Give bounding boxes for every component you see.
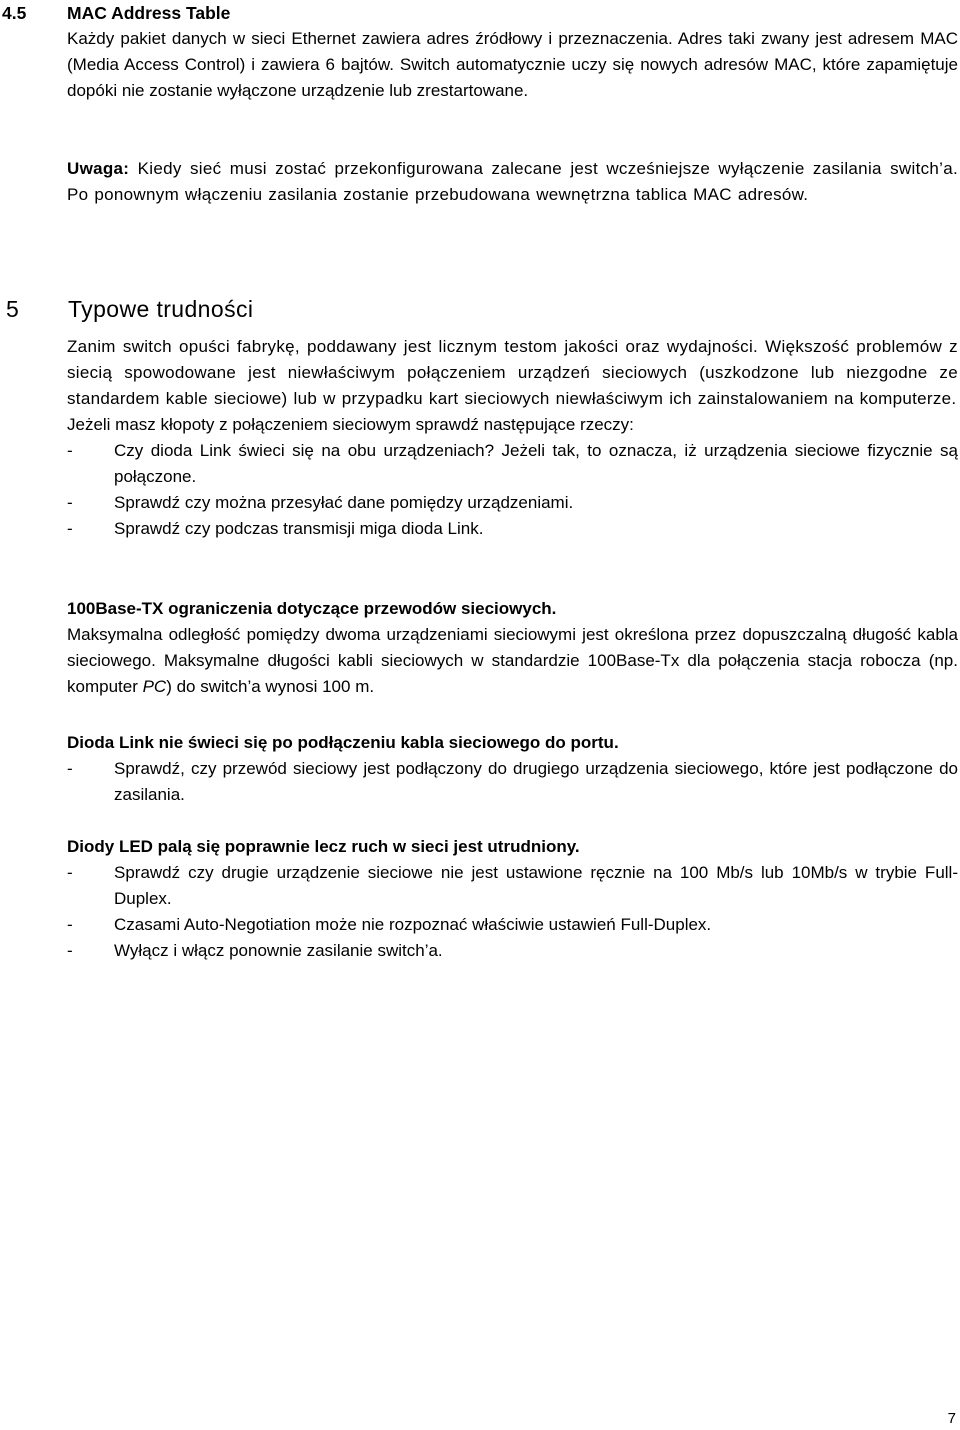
list-item	[67, 490, 958, 516]
cable-limits-text	[67, 622, 958, 700]
link-led-heading: Dioda Link nie świeci się po podłączeniu kabla sieciowego do portu.	[67, 733, 619, 752]
list-item	[67, 912, 958, 938]
cable-limits-heading: 100Base-TX ograniczenia dotyczące przewodów sieciowych.	[67, 599, 557, 618]
traffic-block	[67, 834, 958, 964]
page-number: 7	[947, 1410, 956, 1427]
section-4-5-number: 4.5	[2, 3, 27, 23]
list-dash: -	[67, 941, 73, 960]
list-dash: -	[67, 441, 73, 460]
list-dash: -	[67, 519, 73, 538]
check-intro: Jeżeli masz kłopoty z połączeniem sieciowym sprawdź następujące rzeczy:	[67, 415, 634, 434]
pc-abbreviation: PC	[142, 677, 167, 696]
traffic-item-2: Czasami Auto-Negotiation może nie rozpoznać właściwie ustawień Full-Duplex.	[114, 915, 712, 934]
list-item	[67, 860, 958, 912]
note-paragraph	[67, 156, 958, 208]
list-item	[67, 756, 958, 808]
section-5-body	[67, 334, 958, 542]
mac-table-paragraph-block	[67, 26, 958, 104]
section-4-5-title: MAC Address Table	[67, 3, 231, 23]
list-dash: -	[67, 915, 73, 934]
note-text: Kiedy sieć musi zostać przekonfigurowana zalecane jest wcześniejsze wyłączenie zasilania switch’a. Po ponownym włączeniu zasilania zostanie przebudowana wewnętrzna tablica MAC adresów.	[67, 159, 958, 204]
traffic-heading: Diody LED palą się poprawnie lecz ruch w sieci jest utrudniony.	[67, 837, 580, 856]
note-block	[67, 156, 958, 208]
list-item	[67, 938, 958, 964]
section-5-title: Typowe trudności	[68, 296, 254, 322]
list-item	[67, 516, 958, 542]
cable-limits-text-part-2: ) do switch’a wynosi 100 m.	[166, 677, 375, 696]
list-dash: -	[67, 863, 73, 882]
note-label: Uwaga:	[67, 159, 130, 178]
list-item	[67, 438, 958, 490]
link-led-item-1: Sprawdź, czy przewód sieciowy jest podłączony do drugiego urządzenia sieciowego, które jest podłączone do zasilania.	[114, 759, 958, 804]
section-5-heading	[6, 292, 906, 326]
list-dash: -	[67, 493, 73, 512]
mac-table-paragraph: Każdy pakiet danych w sieci Ethernet zawiera adres źródłowy i przeznaczenia. Adres taki zwany jest adresem MAC (Media Access Control) i zawiera 6 bajtów. Switch automatycznie uczy się nowych adresów MAC, które zapamiętuje dopóki nie zostanie wyłączone urządzenie lub zrestartowane.	[67, 29, 958, 100]
list-dash: -	[67, 759, 73, 778]
section-5-number: 5	[6, 296, 19, 322]
check-item-1: Czy dioda Link świeci się na obu urządzeniach? Jeżeli tak, to oznacza, iż urządzenia sieciowe fizycznie są połączone.	[114, 441, 958, 486]
traffic-item-1: Sprawdź czy drugie urządzenie sieciowe nie jest ustawione ręcznie na 100 Mb/s lub 10Mb/s w trybie Full-Duplex.	[114, 863, 958, 908]
cable-limits-text-part-1: Maksymalna odległość pomiędzy dwoma urządzeniami sieciowymi jest określona przez dopuszczalną długość kabla sieciowego. Maksymalne długości kabli sieciowych w standardzie 100Base-Tx dla połączenia stacja robocza (np. komputer	[67, 625, 958, 696]
section-5-intro: Zanim switch opuści fabrykę, poddawany jest licznym testom jakości oraz wydajności. Większość problemów z siecią spowodowane jest niewłaściwym połączeniem urządzeń sieciowych (uszkodzone lub niezgodne ze standardem kable sieciowe) lub w przypadku kart sieciowych niewłaściwym ich zainstalowaniem na komputerze.	[67, 337, 958, 408]
link-led-block	[67, 730, 958, 808]
check-item-2: Sprawdź czy można przesyłać dane pomiędzy urządzeniami.	[114, 493, 574, 512]
section-4-5-heading	[2, 0, 952, 26]
cable-limits-block	[67, 596, 958, 700]
check-item-3: Sprawdź czy podczas transmisji miga dioda Link.	[114, 519, 484, 538]
traffic-item-3: Wyłącz i włącz ponownie zasilanie switch’a.	[114, 941, 443, 960]
